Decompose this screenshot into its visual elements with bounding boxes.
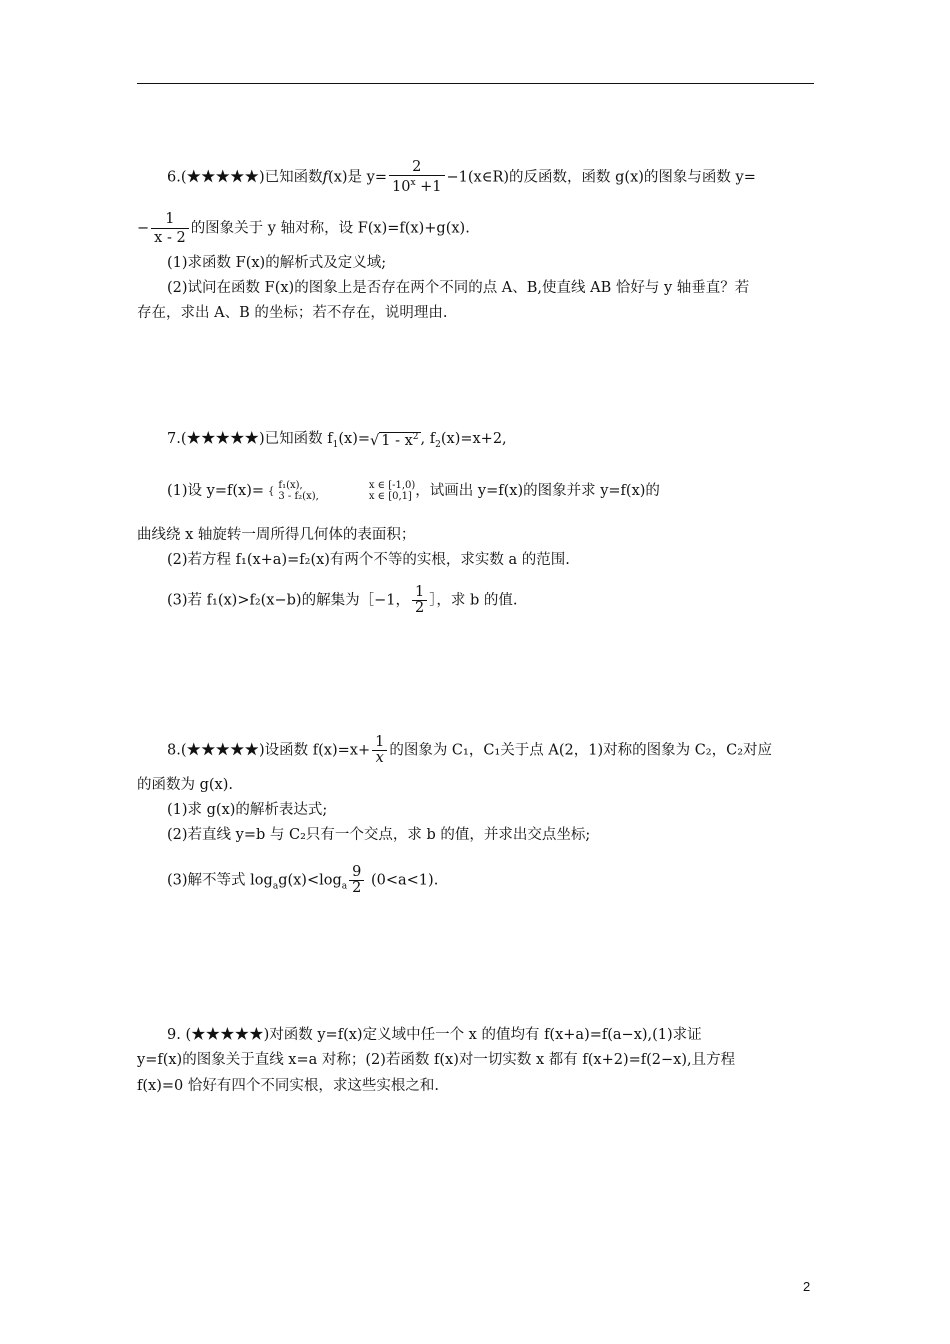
piece-2: 3 - f₂(x), bbox=[278, 491, 319, 502]
q8-text: (0<a<1). bbox=[366, 872, 439, 889]
sqrt-radicand bbox=[379, 432, 420, 449]
q8-fraction bbox=[372, 735, 387, 766]
q8-text: 8.(★★★★★)设函数 f(x)=x+ bbox=[167, 742, 371, 759]
q7-part-1-cont: 曲线绕 x 轴旋转一周所得几何体的表面积； bbox=[137, 527, 416, 543]
q7-text: (3)若 f₁(x)>f₂(x−b)的解集为［−1， bbox=[167, 592, 410, 609]
subscript: 1 bbox=[332, 439, 339, 450]
q8-line-2: 的函数为 g(x). bbox=[137, 777, 233, 793]
brace-icon: { bbox=[268, 485, 275, 497]
q7-text: ］，求 b 的值. bbox=[429, 592, 518, 609]
q7-fraction bbox=[412, 585, 427, 616]
q6-line-2 bbox=[137, 210, 814, 247]
q6-line-1 bbox=[137, 160, 844, 195]
q7-text: ，试画出 y=f(x)的图象并求 y=f(x)的 bbox=[415, 483, 660, 499]
subscript: a bbox=[341, 881, 348, 892]
sqrt-expression: √ $1 - x^2$ bbox=[370, 432, 419, 449]
q7-part-2: (2)若方程 f₁(x+a)=f₂(x)有两个不等的实根，求实数 a 的范围. bbox=[167, 552, 570, 568]
fraction-numerator: 9 bbox=[349, 865, 364, 881]
q8-text: 的图象为 C₁，C₁关于点 A(2，1)对称的图象为 C₂，C₂对应 bbox=[389, 742, 773, 759]
q6-part-2-cont: 存在，求出 A、B 的坐标；若不存在，说明理由. bbox=[137, 305, 448, 321]
q6-fraction bbox=[389, 160, 445, 195]
exponent: 2 bbox=[412, 432, 419, 442]
fraction-denominator: 2 bbox=[352, 880, 362, 896]
fraction-denominator: 2 bbox=[414, 600, 425, 616]
q6-part-2: (2)试问在函数 F(x)的图象上是否存在两个不同的点 A、B,使直线 AB 恰好与 y 轴垂直？若 bbox=[167, 280, 750, 296]
q6-text: (x)是 y= bbox=[328, 169, 387, 186]
fraction-denominator-tail: +1 bbox=[415, 178, 442, 195]
fraction-numerator: 1 bbox=[151, 210, 189, 229]
q6-text: 的图象关于 y 轴对称，设 F(x)=f(x)+g(x). bbox=[190, 220, 470, 237]
piecewise-cases bbox=[278, 480, 318, 502]
subscript: a bbox=[272, 881, 279, 892]
q7-part-3 bbox=[137, 585, 844, 616]
fraction-denominator: x - 2 bbox=[154, 230, 186, 246]
piece-1-cond: x ∈ [-1,0) bbox=[368, 480, 416, 491]
q9-line-1: 9. (★★★★★)对函数 y=f(x)定义域中任一个 x 的值均有 f(x+a)=f(a−x),(1)求证 bbox=[167, 1027, 702, 1043]
q9-line-3: f(x)=0 恰好有四个不同实根，求这些实根之和. bbox=[137, 1078, 439, 1094]
q7-part-1 bbox=[137, 480, 844, 502]
subscript: 2 bbox=[435, 439, 441, 450]
q6-part-1: (1)求函数 F(x)的解析式及定义域; bbox=[167, 255, 387, 271]
q7-text: , f bbox=[420, 430, 436, 447]
page-number: 2 bbox=[803, 1279, 811, 1294]
fraction-numerator: 1 bbox=[372, 735, 387, 751]
radicand-text: 1 - x bbox=[381, 432, 413, 449]
q7-text: (x)=x+2, bbox=[440, 430, 507, 447]
q8-part-3 bbox=[137, 865, 844, 896]
header-rule bbox=[137, 83, 814, 84]
fraction-exponent: x bbox=[410, 178, 416, 188]
fraction-denominator: x bbox=[375, 750, 384, 766]
q8-line-1 bbox=[137, 735, 844, 766]
fraction-numerator: 1 bbox=[412, 585, 427, 601]
q6-text: 6.(★★★★★)已知函数 bbox=[167, 169, 323, 186]
piece-1: f₁(x), bbox=[278, 480, 303, 491]
q7-text: (1)设 y=f(x)= bbox=[167, 483, 264, 499]
q8-part-2: (2)若直线 y=b 与 C₂只有一个交点，求 b 的值，并求出交点坐标; bbox=[167, 827, 591, 843]
fraction-numerator: 2 bbox=[389, 160, 445, 176]
fraction-denominator bbox=[389, 176, 445, 195]
q6-text: − bbox=[137, 220, 150, 237]
q6-text: f bbox=[322, 169, 329, 186]
q8-part-1: (1)求 g(x)的解析表达式; bbox=[167, 802, 328, 818]
q8-text: (3)解不等式 log bbox=[167, 872, 273, 889]
piece-2-cond: x ∈ [0,1] bbox=[368, 491, 412, 502]
q6-text: −1(x∈R)的反函数，函数 g(x)的图象与函数 y= bbox=[446, 169, 756, 186]
q6-fraction-2 bbox=[151, 210, 189, 247]
q8-text: g(x)<log bbox=[278, 872, 342, 889]
q7-text: 7.(★★★★★)已知函数 f bbox=[167, 430, 333, 447]
fraction-denominator-base: 10 bbox=[391, 178, 411, 195]
q7-line-1 bbox=[137, 427, 844, 455]
q7-text: (x)= bbox=[338, 430, 371, 447]
q8-fraction-2 bbox=[349, 865, 364, 896]
q9-line-2: y=f(x)的图象关于直线 x=a 对称；(2)若函数 f(x)对一切实数 x 都有 f(x+2)=f(2−x),且方程 bbox=[137, 1052, 736, 1068]
piecewise-conditions bbox=[369, 480, 415, 502]
